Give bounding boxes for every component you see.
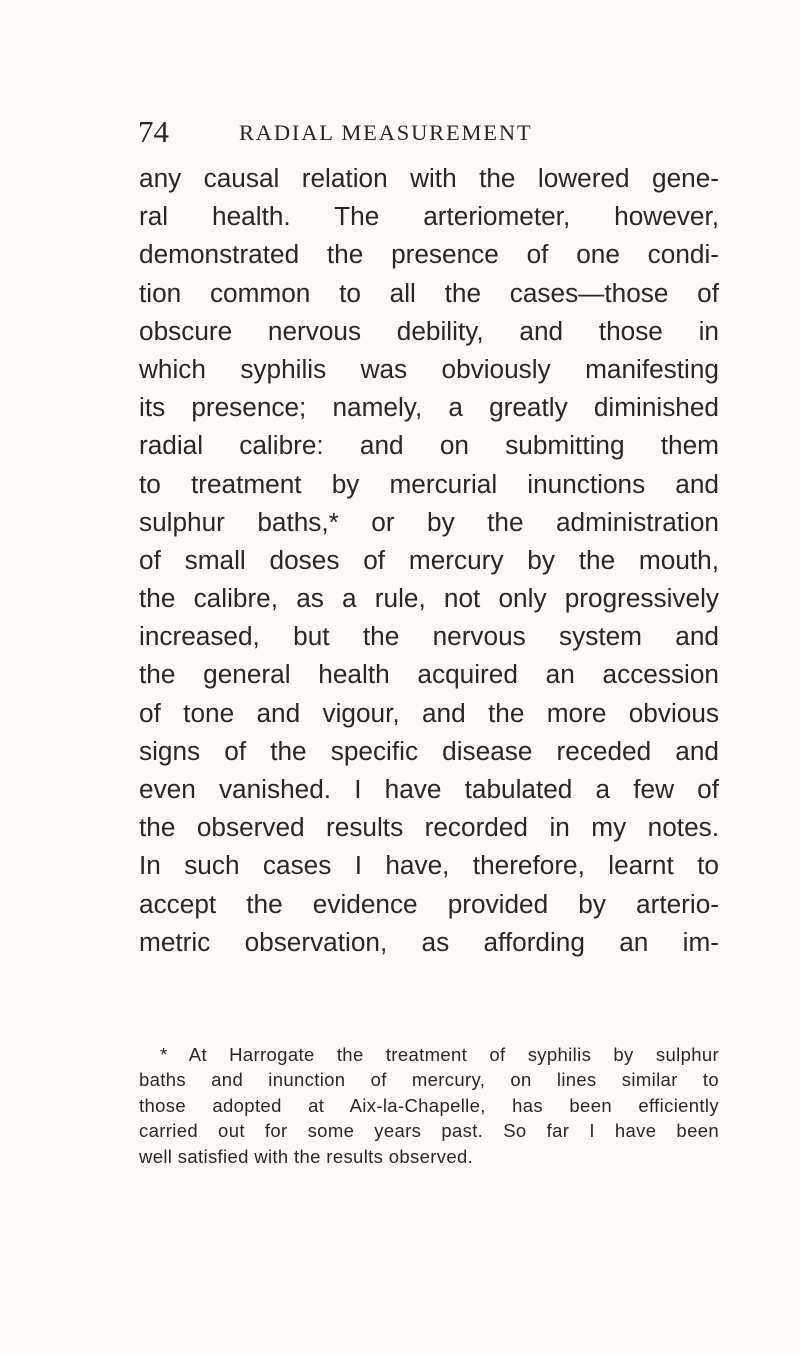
page-number: 74	[138, 114, 169, 149]
text-line: any causal relation with the lowered gene-	[139, 163, 719, 193]
text-line: the calibre, as a rule, not only progressively	[139, 583, 719, 614]
footnote-line: well satisfied with the results observed.	[139, 1145, 474, 1167]
footnote-line: carried out for some years past. So far I have been	[139, 1120, 719, 1142]
text-line: of small doses of mercury by the mouth,	[139, 544, 719, 575]
text-line: radial calibre: and on submitting them	[139, 430, 719, 461]
text-line: tion common to all the cases—those of	[139, 277, 719, 308]
footnote-line: * At Harrogate the treatment of syphilis by sulphur	[160, 1044, 719, 1065]
text-line: metric observation, as affording an im-	[139, 926, 719, 957]
text-line: signs of the specific disease receded and	[139, 735, 719, 766]
text-line: In such cases I have, therefore, learnt to	[139, 850, 719, 881]
footnote-line: those adopted at Aix-la-Chapelle, has been efficiently	[139, 1094, 719, 1116]
body-paragraph	[139, 159, 719, 961]
text-line: accept the evidence provided by arterio-	[139, 888, 719, 919]
text-line: sulphur baths,* or by the administration	[139, 506, 719, 537]
text-line: which syphilis was obviously manifesting	[139, 353, 719, 384]
text-line: obscure nervous debility, and those in	[139, 315, 719, 346]
text-line: even vanished. I have tabulated a few of	[139, 774, 719, 804]
running-header	[0, 112, 800, 152]
text-line: increased, but the nervous system and	[139, 621, 719, 652]
running-title: RADIAL MEASUREMENT	[239, 120, 533, 145]
text-line: of tone and vigour, and the more obvious	[139, 697, 719, 728]
text-line: to treatment by mercurial inunctions and	[139, 468, 719, 499]
text-line: its presence; namely, a greatly diminished	[139, 392, 719, 423]
text-line: the general health acquired an accession	[139, 659, 719, 690]
footnote	[139, 1042, 719, 1169]
text-line: ral health. The arteriometer, however,	[139, 201, 719, 232]
footnote-line: baths and inunction of mercury, on lines similar to	[139, 1069, 719, 1091]
text-line: the observed results recorded in my notes.	[139, 812, 719, 843]
text-line: demonstrated the presence of one condi-	[139, 239, 719, 270]
